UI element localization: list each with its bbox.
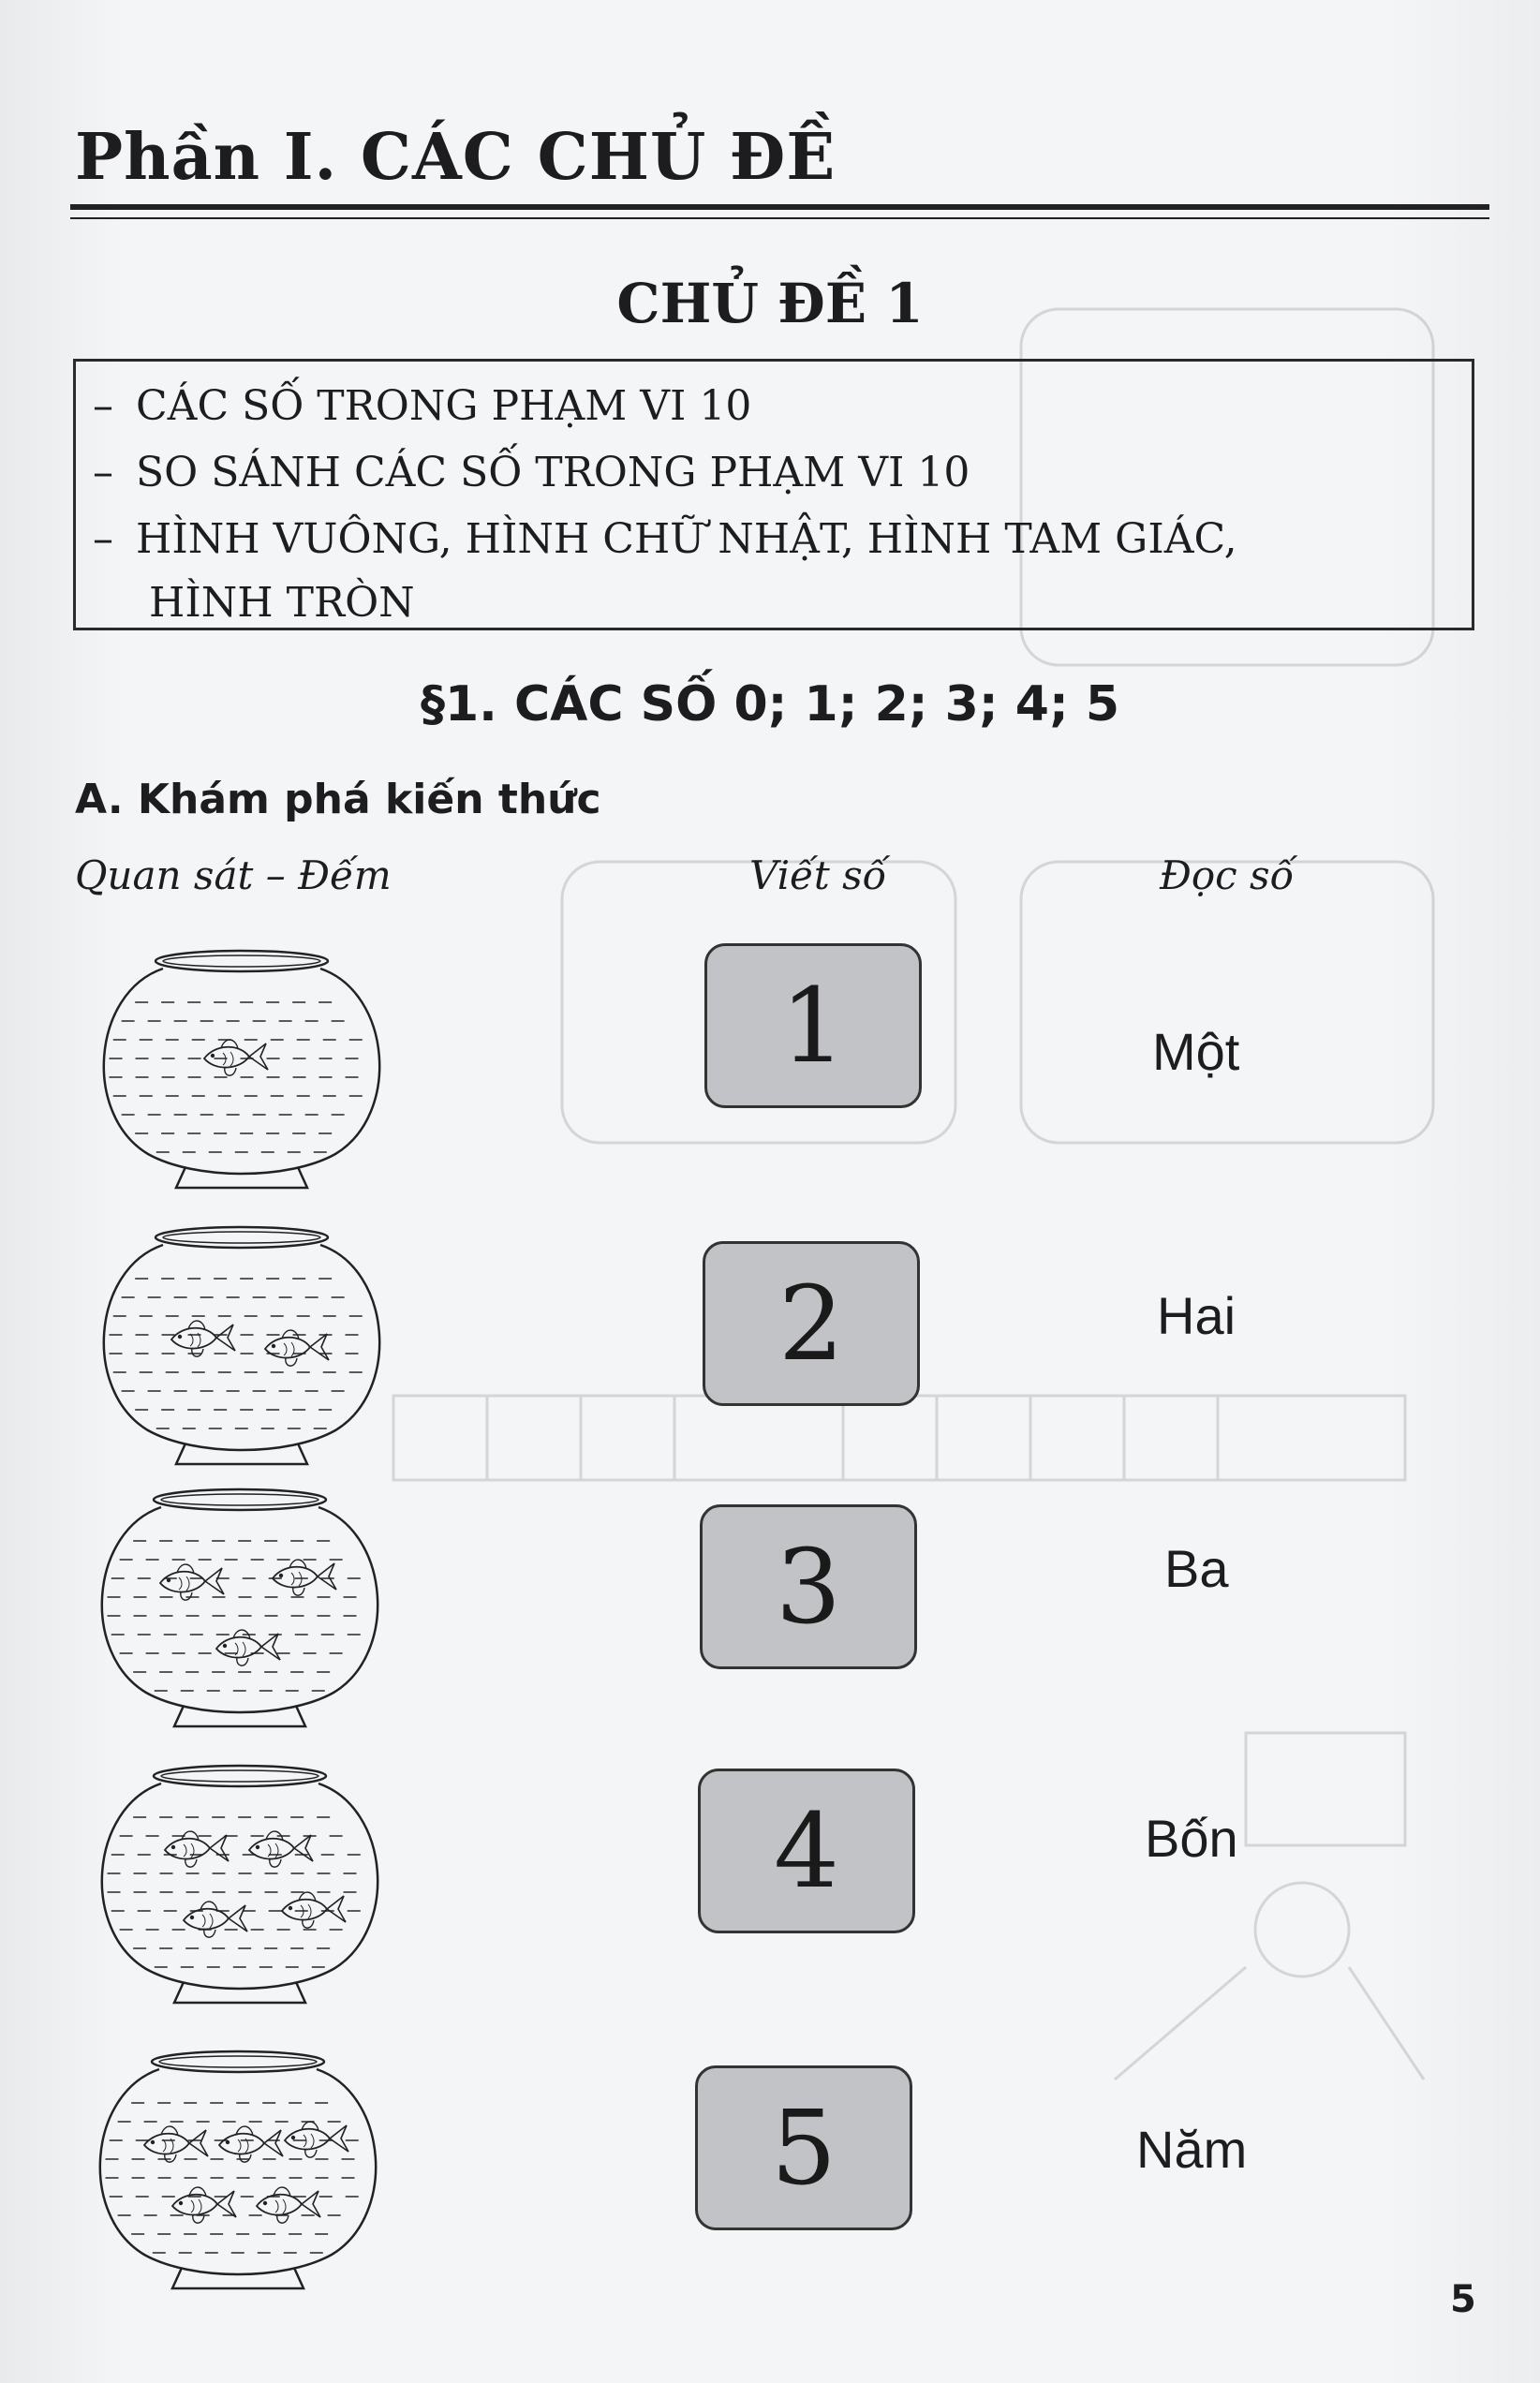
part-title: Phần I. CÁC CHỦ ĐỀ: [75, 120, 837, 195]
topic-item: – HÌNH VUÔNG, HÌNH CHỮ NHẬT, HÌNH TAM GIÁC,: [93, 515, 1237, 563]
title-rule-thick: [70, 204, 1489, 210]
goldfish-icon: [171, 1321, 235, 1356]
number-word: Một: [1152, 1022, 1240, 1081]
number-box: 5: [695, 2065, 912, 2230]
bowl-body: [104, 1245, 379, 1450]
topic-title: CHỦ ĐỀ 1: [616, 272, 924, 335]
number-word: Ba: [1164, 1539, 1229, 1598]
goldfish-icon: [273, 1560, 336, 1595]
goldfish-icon: [172, 2187, 236, 2223]
section-title: A. Khám phá kiến thức: [75, 776, 601, 823]
topic-item-continuation: HÌNH TRÒN: [149, 579, 415, 627]
column-header-write-number: Viết số: [749, 852, 887, 898]
column-header-read-number: Đọc số: [1160, 852, 1295, 898]
number-box: 2: [703, 1241, 920, 1406]
item-bullet: –: [93, 382, 113, 430]
number-box: 1: [704, 943, 922, 1108]
bowl-rim: [155, 1227, 328, 1248]
column-header-observe-count: Quan sát – Đếm: [75, 852, 392, 898]
goldfish-icon: [265, 1330, 329, 1366]
goldfish-icon: [204, 1040, 268, 1075]
number-box: 4: [698, 1769, 915, 1933]
goldfish-icon: [257, 2187, 320, 2223]
bowl-body: [102, 1507, 378, 1712]
item-bullet: –: [93, 515, 113, 563]
fishbowl-icon: [82, 1222, 401, 1475]
topic-item: – CÁC SỐ TRONG PHẠM VI 10: [93, 382, 752, 430]
bowl-body: [100, 2069, 376, 2274]
goldfish-icon: [144, 2126, 208, 2162]
goldfish-icon: [160, 1564, 224, 1600]
bowl-body: [104, 969, 379, 1174]
title-rule-thin: [70, 217, 1489, 219]
fishbowl-icon: [82, 946, 401, 1199]
fishbowl-icon: [81, 1761, 399, 2014]
item-bullet: –: [93, 449, 113, 496]
bowl-body: [102, 1784, 378, 1989]
goldfish-icon: [282, 1892, 346, 1928]
goldfish-icon: [219, 2126, 283, 2162]
topic-summary-box: [73, 359, 1474, 630]
goldfish-icon: [216, 1630, 280, 1665]
goldfish-icon: [165, 1831, 229, 1867]
bowl-rim: [154, 1489, 326, 1510]
fishbowl-icon: [81, 1485, 399, 1738]
goldfish-icon: [184, 1902, 247, 1937]
goldfish-icon: [249, 1831, 313, 1867]
lesson-title: §1. CÁC SỐ 0; 1; 2; 3; 4; 5: [420, 676, 1120, 733]
bowl-rim: [154, 1766, 326, 1786]
number-box: 3: [700, 1504, 917, 1669]
goldfish-icon: [285, 2122, 348, 2157]
number-word: Hai: [1157, 1286, 1236, 1345]
topic-item: – SO SÁNH CÁC SỐ TRONG PHẠM VI 10: [93, 449, 970, 496]
page-number: 5: [1450, 2278, 1476, 2321]
number-word: Năm: [1136, 2120, 1248, 2179]
bowl-rim: [155, 951, 328, 971]
number-word: Bốn: [1145, 1809, 1238, 1868]
fishbowl-icon: [79, 2047, 397, 2300]
bowl-rim: [152, 2051, 324, 2072]
